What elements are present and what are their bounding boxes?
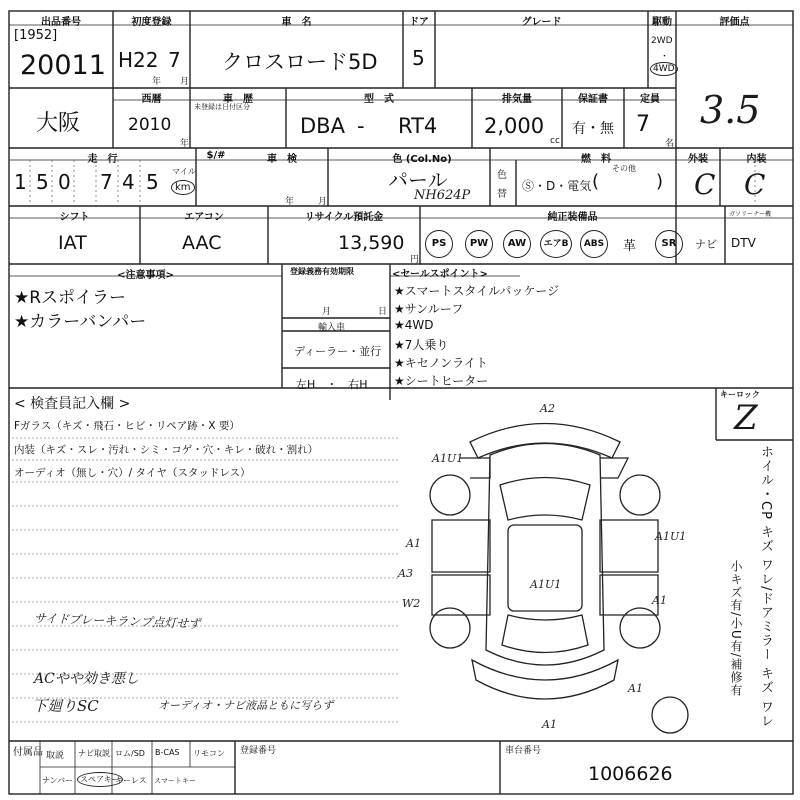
sales-point: ★サンルーフ xyxy=(394,302,464,316)
door-left-rear xyxy=(432,575,490,615)
footer-bcas: B-CAS xyxy=(155,748,180,757)
sales-point: ★キセノンライト xyxy=(394,356,488,370)
reg-expiry-day: 日 xyxy=(378,307,388,317)
sales-point: ★スマートスタイルパッケージ xyxy=(394,284,560,298)
footer-smart-key: スマートキー xyxy=(154,777,196,785)
sales-point: ★7人乗り xyxy=(394,338,449,352)
mileage-unit-mile: マイル xyxy=(172,167,196,176)
doors-label: ドア xyxy=(409,17,429,28)
reg-expiry-label: 登録義務有効期限 xyxy=(290,267,354,276)
chassis-number: 1006626 xyxy=(588,763,673,785)
mileage-unit-km: km xyxy=(171,180,195,195)
inspection-year-char: 年 xyxy=(285,197,295,207)
inspector-hand-note: ACやや効き悪し xyxy=(34,671,139,687)
footer-navi-manual: ナビ取説 xyxy=(78,749,110,758)
equip-dtv: DTV xyxy=(731,236,756,250)
caution-label: <注意事項> xyxy=(117,270,174,281)
fuel-label: 燃 料 xyxy=(581,154,611,165)
capacity-unit: 名 xyxy=(665,139,675,149)
shift-label: シフト xyxy=(59,212,90,223)
wheel-front-left xyxy=(430,475,470,515)
inspection-month-char: 月 xyxy=(318,197,328,207)
capacity-label: 定員 xyxy=(640,94,660,105)
western-label: 西暦 xyxy=(141,94,162,105)
damage-mark: W2 xyxy=(402,597,421,610)
color-label: 色 (Col.No) xyxy=(392,154,452,165)
car-damage-diagram xyxy=(400,395,720,740)
warranty: 有・無 xyxy=(572,121,614,137)
inspector-hand-note: オーディオ・ナビ液晶ともに写らず xyxy=(158,699,334,712)
windshield xyxy=(500,478,590,521)
inspector-line-audio: オーディオ（無し・穴）/ タイヤ（スタッドレス） xyxy=(14,467,251,479)
wheel-rear-left xyxy=(430,608,470,648)
inspector-title: < 検査員記入欄 > xyxy=(14,396,131,412)
drive-4wd: 4WD xyxy=(650,62,678,76)
roof xyxy=(508,525,582,611)
front-bumper xyxy=(470,424,620,459)
sales-point: ★シートヒーター xyxy=(394,374,489,388)
score: 3.5 xyxy=(700,88,761,132)
grade-label: グレード xyxy=(521,17,562,28)
keylock-label: キーロック xyxy=(720,390,760,399)
first-reg-month: 7 xyxy=(168,48,181,72)
inspector-hand-note: 下廻りSC xyxy=(32,697,99,715)
fender-front-right xyxy=(600,458,628,478)
mileage-digit: 7 xyxy=(100,170,113,194)
equip-abs: ABS xyxy=(580,230,608,258)
damage-mark: A1 xyxy=(628,682,643,695)
drive-label: 駆動 xyxy=(652,17,672,28)
shift: IAT xyxy=(58,232,87,254)
first-reg-year-char: 年 xyxy=(152,77,162,87)
keylock-value: Z xyxy=(734,398,758,438)
footer-spare-key: スペアキー xyxy=(77,772,123,787)
equip-sr: SR xyxy=(655,230,683,258)
color-name: パール xyxy=(388,168,448,192)
footer-manual: 取説 xyxy=(46,751,65,761)
recycle-label: リサイクル預託金 xyxy=(304,212,384,223)
equip-navi: ナビ xyxy=(695,238,717,251)
reg-expiry-month: 月 xyxy=(322,307,332,317)
rear-bumper xyxy=(472,660,618,699)
gasoline-label: ガソリーナー機 xyxy=(729,211,772,218)
door-right-front xyxy=(600,520,658,572)
reg-number-label: 登録番号 xyxy=(240,746,277,756)
inspector-line-glass: Fガラス（キズ・飛石・ヒビ・リペア跡・X 要） xyxy=(14,420,240,432)
damage-mark: A1 xyxy=(542,718,557,731)
first-reg-label: 初度登録 xyxy=(131,17,172,28)
damage-mark: A2 xyxy=(540,402,555,415)
first-reg-era: H22 xyxy=(118,48,159,72)
footer-number: ナンバー xyxy=(42,776,74,785)
inspection-label: 車 検 xyxy=(267,154,297,165)
western-year-unit: 年 xyxy=(180,139,190,149)
wheel-front-right xyxy=(620,475,660,515)
lot-sub: [1952] xyxy=(14,28,58,43)
side-note-line1: ホイル・CP キズ ワレ/ドアミラー キズ ワレ xyxy=(758,445,773,728)
color-change-1: 色 xyxy=(497,170,507,181)
lot-label: 出品番号 xyxy=(41,17,81,28)
drive-2wd: 2WD xyxy=(651,36,673,46)
damage-mark: A1U1 xyxy=(432,452,464,465)
type-prefix: DBA xyxy=(300,114,345,138)
exterior-label: 外装 xyxy=(688,154,708,165)
inspector-line-interior: 内装（キズ・スレ・汚れ・シミ・コゲ・穴・キレ・破れ・割れ） xyxy=(14,444,319,456)
capacity: 7 xyxy=(636,112,650,137)
damage-mark: A1 xyxy=(652,594,667,607)
fender-front-left xyxy=(460,458,490,478)
footer-keyless: キーレス xyxy=(115,776,147,785)
type-label: 型 式 xyxy=(364,94,394,105)
handle-side: 左H ・ 右H xyxy=(296,378,368,391)
recycle-unit: 円 xyxy=(410,255,420,265)
sales-point: ★4WD xyxy=(394,318,434,332)
caution-item: ★Rスポイラー xyxy=(14,288,127,308)
door-left-front xyxy=(432,520,490,572)
footer-rom-sd: ロム/SD xyxy=(115,749,145,758)
damage-mark: A3 xyxy=(398,567,413,580)
caution-item: ★カラーバンパー xyxy=(14,312,147,332)
rear-window xyxy=(502,615,588,653)
type-dash: - xyxy=(357,114,365,138)
footer-remote: リモコン xyxy=(193,749,225,758)
car-body xyxy=(486,444,604,666)
mark-label: $/# xyxy=(206,150,226,161)
color-change-2: 替 xyxy=(497,189,507,200)
side-note-line2: 小キズ有/小U有/補修有 xyxy=(729,560,743,697)
displacement-unit: cc xyxy=(550,136,560,146)
mileage-digit: 5 xyxy=(36,170,49,194)
mileage-digit: 0 xyxy=(58,170,71,194)
interior-label: 内装 xyxy=(746,154,767,165)
displacement-label: 排気量 xyxy=(502,94,532,105)
damage-mark: A1 xyxy=(406,537,421,550)
doors: 5 xyxy=(412,46,425,70)
color-code: NH624P xyxy=(414,188,471,203)
equip-leather: 革 xyxy=(623,239,637,254)
chassis-label: 車台番号 xyxy=(505,746,542,756)
warranty-label: 保証書 xyxy=(578,94,608,105)
mileage-label: 走 行 xyxy=(87,154,118,165)
exterior-grade: C xyxy=(694,168,716,201)
equip-airbag: エアB xyxy=(540,230,572,258)
import-label: 輸入車 xyxy=(318,323,346,333)
history-note: 未登録は日付区分 xyxy=(194,103,250,111)
wheel-rear-right xyxy=(620,608,660,648)
model-label: 車 名 xyxy=(281,17,312,28)
equipment-label: 純正装備品 xyxy=(547,212,598,223)
score-label: 評価点 xyxy=(719,17,750,28)
mileage-digit: 4 xyxy=(122,170,135,194)
equip-pw: PW xyxy=(465,230,493,258)
recycle-amount: 13,590 xyxy=(338,232,405,254)
accessories-label: 付属品 xyxy=(13,747,43,758)
first-reg-month-char: 月 xyxy=(180,77,190,87)
mileage-digit: 5 xyxy=(146,170,159,194)
ac-label: エアコン xyxy=(184,212,224,223)
western-year: 2010 xyxy=(128,115,172,135)
mileage-digit: 1 xyxy=(14,170,27,194)
ac: AAC xyxy=(182,232,222,254)
displacement: 2,000 xyxy=(484,114,545,138)
fuel-options: Ⓢ・D・電気 xyxy=(522,179,592,193)
lot-number: 20011 xyxy=(20,50,106,81)
interior-grade: C xyxy=(744,168,766,201)
equip-ps: PS xyxy=(425,230,453,258)
dealer-parallel: ディーラー・並行 xyxy=(294,345,382,358)
history-label: 車 歴 xyxy=(223,94,253,105)
model-name: クロスロード5D xyxy=(222,50,378,74)
sales-label: <セールスポイント> xyxy=(392,269,488,280)
type-code: RT4 xyxy=(398,114,438,138)
damage-mark: A1U1 xyxy=(655,530,687,543)
region: 大阪 xyxy=(36,111,81,136)
inspector-hand-note: サイドブレーキランプ点灯せず xyxy=(33,611,201,631)
damage-mark: A1U1 xyxy=(530,578,562,591)
spare-tire xyxy=(652,697,688,733)
equip-aw: AW xyxy=(503,230,531,258)
door-right-rear xyxy=(600,575,658,615)
fuel-other-label: その他 xyxy=(612,164,636,173)
